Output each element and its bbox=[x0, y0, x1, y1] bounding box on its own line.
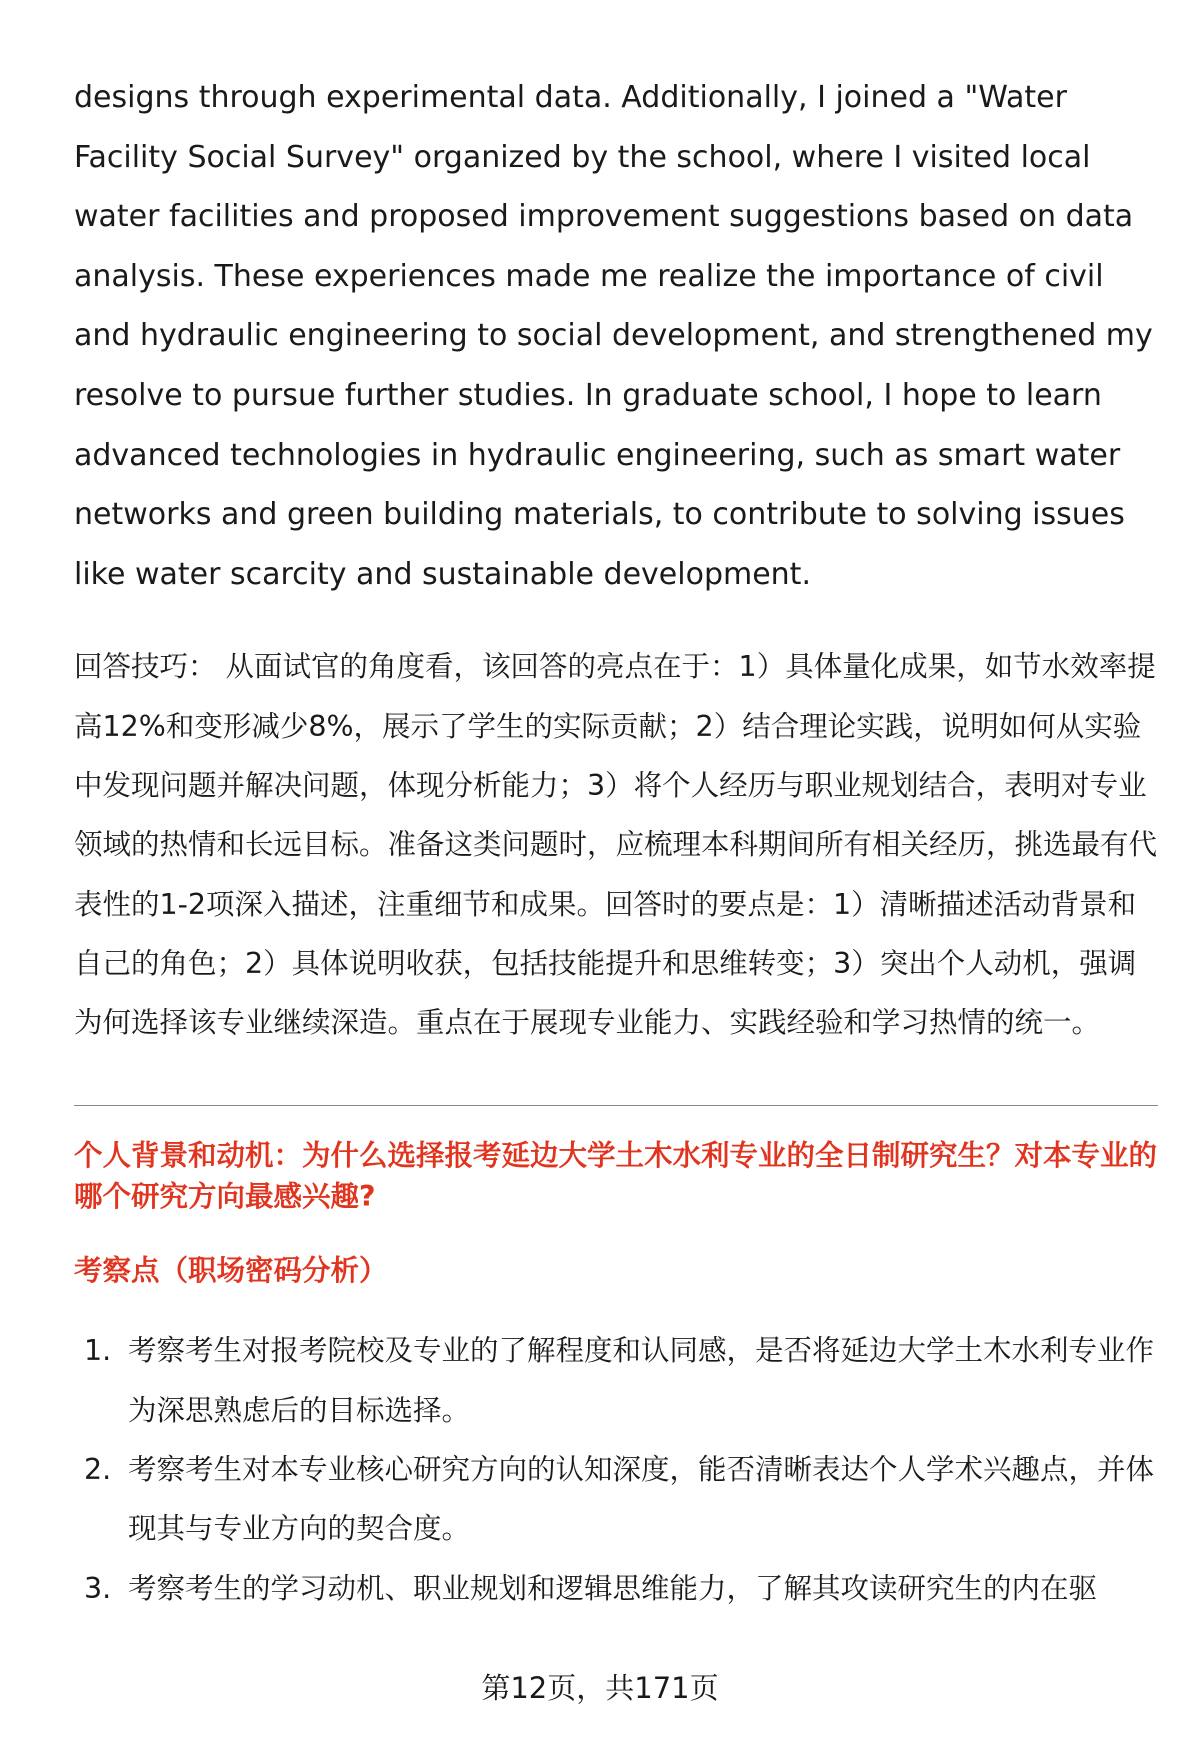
list-item-number: 3. bbox=[84, 1571, 112, 1605]
answer-tips-paragraph: 回答技巧： 从面试官的角度看，该回答的亮点在于：1）具体量化成果，如节水效率提高12%和变形减少8%，展示了学生的实际贡献；2）结合理论实践，说明如何从实验中发现问题并解决问题，体现分析能力；3）将个人经历与职业规划结合，表明对专业领域的热情和长远目标。准备这类问题时，应梳理本科期间所有相关经历，挑选最有代表性的1-2项深入描述，注重细节和成果。回答时的要点是：1）清晰描述活动背景和自己的角色；2）具体说明收获，包括技能提升和思维转变；3）突出个人动机，强调为何选择该专业继续深造。重点在于展现专业能力、实践经验和学习热情的统一。 bbox=[74, 650, 1158, 1040]
section-title: 考察点（职场密码分析） bbox=[74, 1254, 388, 1288]
page-content bbox=[74, 68, 1158, 1618]
list-item-text: 考察考生的学习动机、职业规划和逻辑思维能力，了解其攻读研究生的内在驱 bbox=[128, 1571, 1098, 1605]
list-item bbox=[74, 1321, 1158, 1440]
list-item bbox=[74, 1440, 1158, 1559]
list-item bbox=[74, 1559, 1158, 1618]
list-item-text: 考察考生对报考院校及专业的了解程度和认同感，是否将延边大学土木水利专业作为深思熟虑后的目标选择。 bbox=[128, 1334, 1155, 1427]
list-item-number: 2. bbox=[84, 1453, 112, 1487]
answer-paragraph: designs through experimental data. Additionally, I joined a "Water Facility Social Survey" organized by the school, where I visited local water facilities and proposed improvement suggestions based on data analysis. These experiences made me realize the importance of civil and hydraulic engineering to social development, and strengthened my resolve to pursue further studies. In graduate school, I hope to learn advanced technologies in hydraulic engineering, such as smart water networks and green building materials, to contribute to solving issues like water scarcity and sustainable development. bbox=[74, 80, 1153, 592]
list-item-number: 1. bbox=[84, 1334, 112, 1368]
section-divider bbox=[74, 1105, 1158, 1106]
question-heading: 个人背景和动机：为什么选择报考延边大学土木水利专业的全日制研究生？对本专业的哪个研究方向最感兴趣? bbox=[74, 1139, 1158, 1214]
assessment-points-list bbox=[74, 1321, 1158, 1617]
page-number-footer: 第12页，共171页 bbox=[481, 1671, 719, 1705]
list-item-text: 考察考生对本专业核心研究方向的认知深度，能否清晰表达个人学术兴趣点，并体现其与专业方向的契合度。 bbox=[128, 1453, 1155, 1546]
